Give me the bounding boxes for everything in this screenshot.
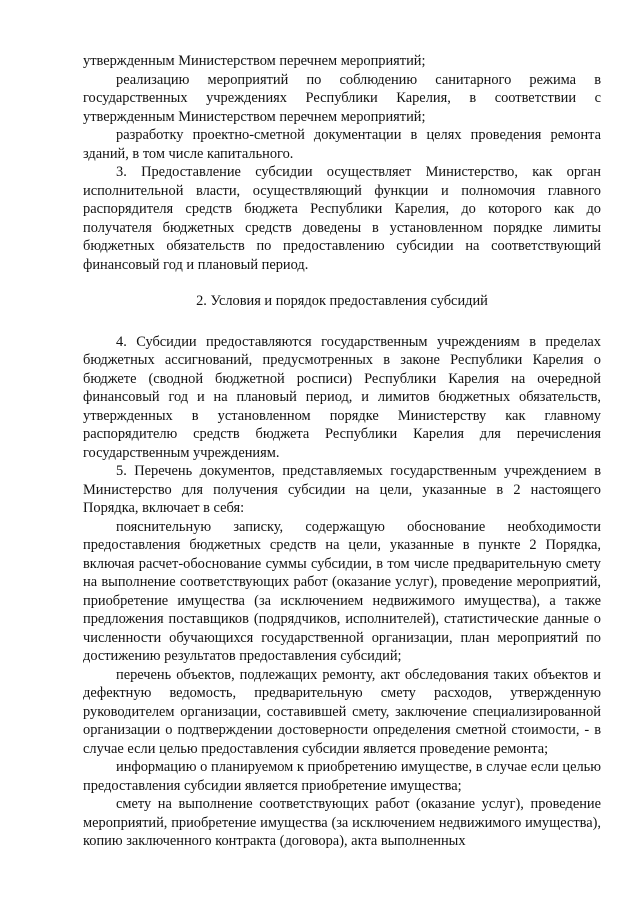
section-heading: 2. Условия и порядок предоставления субсидий <box>196 293 488 309</box>
paragraph: перечень объектов, подлежащих ремонту, акт обследования таких объектов и дефектную ведомость, предварительную смету расходов, утвержденную руководителем организации, составившей смету, заключение специализированной организации о подтверждении достоверности определения сметной стоимости, - в случае если целью предоставления субсидии является проведение ремонта; <box>83 666 601 757</box>
paragraph: пояснительную записку, содержащую обоснование необходимости предоставления бюджетных средств на цели, указанные в пункте 2 Порядка, включая расчет-обоснование суммы субсидии, в том числе предварительную смету на выполнение соответствующих работ (оказание услуг), проведение мероприятий, приобретение имущества (за исключением недвижимого имущества), а также предложения поставщиков (подрядчиков, исполнителей), статистические данные о численности обучающихся государственной организации, план мероприятий по достижению результатов предоставления субсидий; <box>83 518 601 664</box>
paragraph: 4. Субсидии предоставляются государственным учреждениям в пределах бюджетных ассигнований, предусмотренных в законе Республики Карелия о бюджете (сводной бюджетной росписи) Республики Карелия на очередной финансовый год и на плановый период, и лимитов бюджетных обязательств, утвержденных в установленном порядке Министерству как главному распорядителю средств бюджета Республики Карелия для перечисления государственным учреждениям. <box>83 333 601 461</box>
document-page <box>83 52 601 851</box>
paragraph: 3. Предоставление субсидии осуществляет Министерство, как орган исполнительной власти, осуществляющий функции и полномочия главного распорядителя средств бюджета Республики Карелия, до которого как до получателя бюджетных средств доведены в установленном порядке лимиты бюджетных обязательств по предоставлению субсидии на соответствующий финансовый год и плановый период. <box>83 164 601 273</box>
paragraphs-after <box>83 333 601 851</box>
paragraph: утвержденным Министерством перечнем мероприятий; <box>83 53 426 69</box>
paragraph: реализацию мероприятий по соблюдению санитарного режима в государственных учреждениях Республики Карелия, в соответствии с утвержденным Министерством перечнем мероприятий; <box>83 71 601 125</box>
paragraph: 5. Перечень документов, представляемых государственным учреждением в Министерство для получения субсидии на цели, указанные в 2 настоящего Порядка, включает в себя: <box>83 463 601 516</box>
paragraph: разработку проектно-сметной документации в целях проведения ремонта зданий, в том числе капитального. <box>83 127 601 162</box>
paragraphs-before <box>83 52 601 274</box>
paragraph: информацию о планируемом к приобретению имуществе, в случае если целью предоставления субсидии является приобретение имущества; <box>83 759 601 794</box>
paragraph: смету на выполнение соответствующих работ (оказание услуг), проведение мероприятий, приобретение имущества (за исключением недвижимого имущества), копию заключенного контракта (договора), акта выполненных <box>83 796 601 849</box>
